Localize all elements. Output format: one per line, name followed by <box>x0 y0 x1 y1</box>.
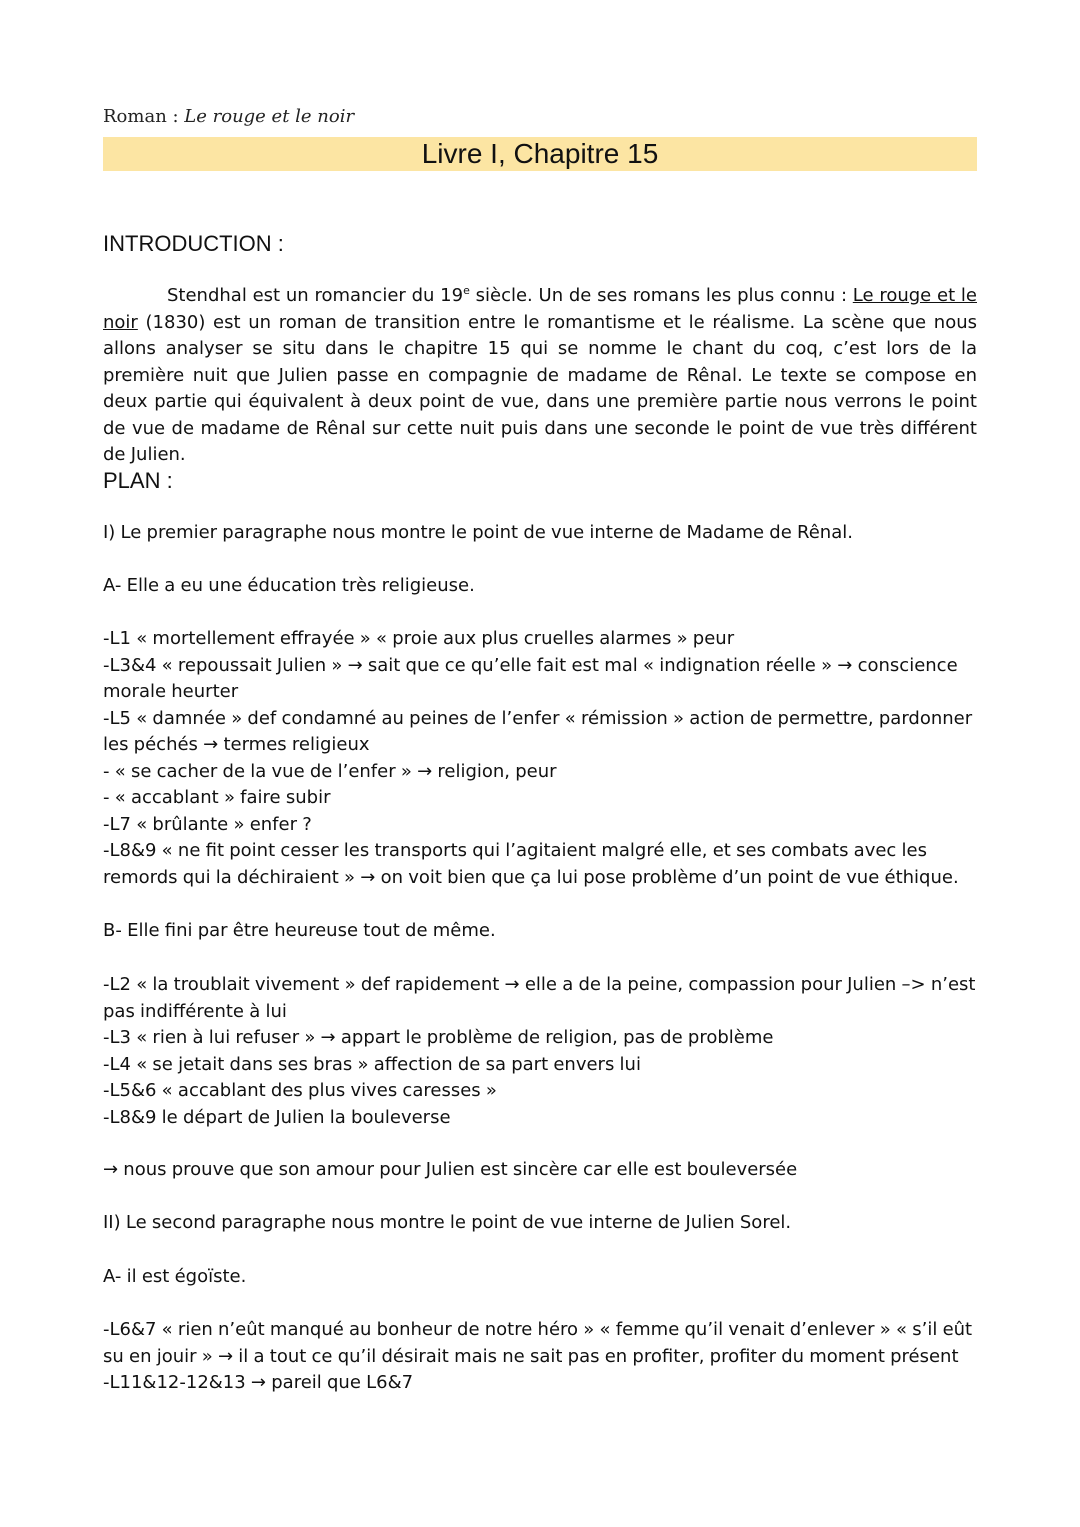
intro-text-middle: siècle. Un de ses romans les plus connu : <box>469 285 853 306</box>
intro-superscript: e <box>463 284 470 297</box>
part2-section-a-list <box>103 1317 977 1397</box>
list-item: -L3 « rien à lui refuser » → appart le problème de religion, pas de problème <box>103 1027 774 1048</box>
list-item: -L3&4 « repoussait Julien » → sait que ce qu’elle fait est mal « indignation réelle » → conscience morale heurter <box>103 654 958 702</box>
part2-section-a-title: A- il est égoïste. <box>103 1266 247 1287</box>
list-item: -L5&6 « accablant des plus vives caresses » <box>103 1080 497 1101</box>
part1-section-b-title: B- Elle fini par être heureuse tout de même. <box>103 920 496 941</box>
list-item: -L5 « damnée » def condamné au peines de l’enfer « rémission » action de permettre, pardonner les péchés → termes religieux <box>103 707 973 755</box>
list-item: - « se cacher de la vue de l’enfer » → religion, peur <box>103 760 557 782</box>
list-item: -L4 « se jetait dans ses bras » affection de sa part envers lui <box>103 1053 641 1075</box>
plan-heading: PLAN : <box>103 468 173 493</box>
list-item: - « accablant » faire subir <box>103 787 331 808</box>
document-header <box>103 106 354 127</box>
intro-text-rest: (1830) est un roman de transition entre le romantisme et le réalisme. La scène que nous allons analyser se situ dans le chapitre 15 qui se nomme le chant du coq, c’est lors de la première nuit que Julien passe en compagnie de madame de Rênal. Le texte se compose en deux partie qui équivalent à deux point de vue, dans une première partie nous verrons le point de vue de madame de Rênal sur cette nuit puis dans une seconde le point de vue très différent de Julien. <box>103 311 977 465</box>
list-item: -L7 « brûlante » enfer ? <box>103 813 312 835</box>
part1-title: I) Le premier paragraphe nous montre le point de vue interne de Madame de Rênal. <box>103 522 853 543</box>
list-item: -L1 « mortellement effrayée » « proie aux plus cruelles alarmes » peur <box>103 628 735 649</box>
list-item: -L6&7 « rien n’eût manqué au bonheur de notre héro » « femme qu’il venait d’enlever » « s’il eût su en jouir » → il a tout ce qu’il désirait mais ne sait pas en profiter, profiter du moment présent <box>103 1319 973 1367</box>
list-item: -L8&9 « ne fit point cesser les transports qui l’agitaient malgré elle, et ses combats avec les remords qui la déchiraient » → on voit bien que ça lui pose problème d’un point de vue éthique. <box>103 840 959 888</box>
introduction-heading: INTRODUCTION : <box>103 231 284 256</box>
list-item: -L11&12-12&13 → pareil que L6&7 <box>103 1372 414 1393</box>
list-item: -L8&9 le départ de Julien la bouleverse <box>103 1106 451 1128</box>
part1-section-a-title: A- Elle a eu une éducation très religieuse. <box>103 575 475 596</box>
introduction-paragraph <box>103 283 977 469</box>
part2-title: II) Le second paragraphe nous montre le point de vue interne de Julien Sorel. <box>103 1212 792 1233</box>
part1-section-b-list <box>103 972 977 1131</box>
part1-section-b-conclusion: → nous prouve que son amour pour Julien est sincère car elle est bouleversée <box>103 1159 798 1180</box>
intro-text-start: Stendhal est un romancier du 19 <box>167 285 464 306</box>
intro-book-title-link: Le rouge et le noir <box>103 285 977 333</box>
header-prefix: Roman : <box>103 106 185 127</box>
chapter-title: Livre I, Chapitre 15 <box>103 137 977 171</box>
list-item: -L2 « la troublait vivement » def rapidement → elle a de la peine, compassion pour Julien –> n’est pas indifférente à lui <box>103 974 976 1022</box>
header-book-title: Le rouge et le noir <box>184 106 355 127</box>
part1-section-a-list <box>103 626 977 891</box>
